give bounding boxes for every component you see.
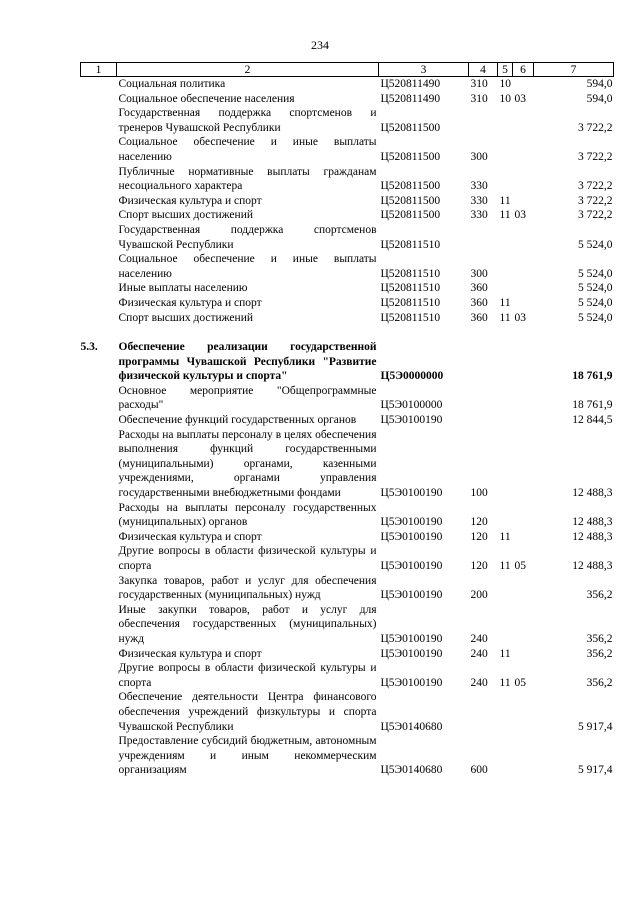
subsection-code (513, 413, 534, 428)
expense-type-code: 330 (470, 209, 488, 222)
table-row (81, 77, 614, 92)
amount-value: 5 917,4 (578, 720, 613, 733)
subsection-code: 03 (514, 92, 526, 105)
subsection-code (513, 223, 534, 252)
amount-value: 12 488,3 (572, 487, 613, 500)
table-row (81, 92, 614, 107)
section-number (81, 734, 117, 778)
table-row (81, 252, 614, 281)
subsection-code (513, 384, 534, 413)
row-name: Иные закупки товаров, работ и услуг для обеспечения государственных (муниципальных) нужд (118, 603, 377, 645)
subsection-code: 03 (514, 311, 526, 324)
section-number (81, 574, 117, 603)
section-number (81, 384, 117, 413)
expense-type-code: 360 (470, 296, 488, 309)
row-name: Государственная поддержка спортсменов Чувашской Республики (118, 223, 377, 251)
amount-value: 594,0 (586, 78, 613, 90)
section-number (81, 165, 117, 194)
row-name: Спорт высших достижений (118, 209, 254, 222)
expense-type-code: 300 (470, 150, 488, 163)
expense-type-code: 120 (470, 560, 488, 572)
amount-value: 5 524,0 (578, 311, 613, 324)
subsection-code (513, 603, 534, 647)
column-header: 6 (513, 63, 534, 77)
amount-value: 594,0 (586, 92, 613, 105)
amount-value: 5 524,0 (578, 296, 613, 309)
subsection-code (513, 106, 534, 135)
table-row (81, 296, 614, 311)
amount-value: 5 524,0 (578, 267, 613, 280)
section-number (81, 647, 117, 662)
table-row (81, 428, 614, 501)
amount-value: 356,2 (586, 632, 613, 645)
subsection-code (513, 647, 534, 662)
row-name: Публичные нормативные выплаты гражданам несоциального характера (118, 165, 377, 193)
page-number: 234 (311, 38, 329, 52)
row-name: Социальное обеспечение и иные выплаты населению (118, 253, 377, 280)
row-name: Закупка товаров, работ и услуг для обеспечения государственных (муниципальных) нужд (118, 574, 377, 602)
subsection-code (513, 340, 534, 384)
column-header: 1 (81, 63, 117, 77)
target-article-code: Ц5Э0140680 (380, 720, 443, 733)
expense-type-code: 330 (470, 180, 488, 193)
section-number (81, 281, 117, 296)
expense-type-code: 240 (470, 676, 488, 689)
section-code (498, 165, 513, 194)
section-code: 11 (499, 311, 511, 324)
expense-type-code: 300 (470, 267, 488, 280)
section-number (81, 208, 117, 223)
table-row (81, 223, 614, 252)
row-name: Государственная поддержка спортсменов и тренеров Чувашской Республики (118, 107, 377, 134)
target-article-code: Ц5Э0100190 (380, 560, 443, 572)
expense-type-code (469, 106, 498, 135)
row-name: Обеспечение деятельности Центра финансового обеспечения учреждений физкультуры и спорта Чувашской Республики (118, 691, 377, 733)
expense-type-code (469, 413, 498, 428)
expense-type-code: 200 (470, 589, 488, 602)
table-spacer (81, 325, 614, 340)
amount-value: 3 722,2 (578, 180, 613, 193)
subsection-code (513, 734, 534, 778)
row-name: Физическая культура и спорт (118, 647, 262, 660)
target-article-code: Ц5Э0100190 (380, 589, 443, 602)
subsection-code (513, 252, 534, 281)
target-article-code: Ц520811510 (380, 282, 441, 295)
section-number (81, 106, 117, 135)
section-code (498, 252, 513, 281)
target-article-code: Ц5Э0100190 (380, 530, 443, 543)
expense-type-code: 310 (470, 92, 488, 105)
expense-type-code (469, 340, 498, 384)
column-header: 5 (498, 63, 513, 77)
subsection-code: 05 (514, 560, 526, 572)
section-code (498, 501, 513, 530)
row-name: Другие вопросы в области физической культуры и спорта (118, 545, 377, 572)
target-article-code: Ц5Э0100190 (380, 676, 443, 689)
row-name: Спорт высших достижений (118, 311, 254, 324)
row-name: Предоставление субсидий бюджетным, автономным учреждениям и иным некоммерческим организациям (118, 735, 377, 777)
row-name: Социальная политика (118, 78, 226, 90)
subsection-code (513, 281, 534, 296)
section-number (81, 223, 117, 252)
table-row (81, 106, 614, 135)
table-row (81, 647, 614, 662)
column-header: 2 (117, 63, 379, 77)
subsection-code (513, 135, 534, 164)
subsection-code (513, 296, 534, 311)
section-number (81, 501, 117, 530)
target-article-code: Ц5Э0100000 (380, 399, 443, 412)
subsection-code (513, 501, 534, 530)
section-number (81, 690, 117, 734)
row-name: Обеспечение реализации государственной программы Чувашской Республики "Развитие физической культуры и спорта" (118, 341, 377, 383)
amount-value: 3 722,2 (578, 121, 613, 134)
section-code: 10 (499, 92, 511, 105)
target-article-code: Ц520811500 (380, 150, 441, 163)
target-article-code: Ц520811490 (380, 78, 441, 90)
expense-type-code: 360 (470, 282, 488, 295)
expense-type-code (469, 690, 498, 734)
row-name: Социальное обеспечение населения (118, 92, 295, 105)
section-number (81, 296, 117, 311)
section-code (498, 223, 513, 252)
column-header: 3 (379, 63, 469, 77)
section-code (498, 340, 513, 384)
column-header: 7 (534, 63, 614, 77)
amount-value: 356,2 (586, 589, 613, 602)
section-number (81, 135, 117, 164)
amount-value: 12 844,5 (572, 414, 613, 427)
amount-value: 12 488,3 (572, 560, 613, 572)
amount-value: 5 524,0 (578, 238, 613, 251)
subsection-code: 05 (514, 676, 526, 689)
table-row (81, 208, 614, 223)
target-article-code: Ц520811510 (380, 296, 441, 309)
expense-type-code: 330 (470, 194, 488, 207)
amount-value: 3 722,2 (578, 150, 613, 163)
target-article-code: Ц520811500 (380, 209, 441, 222)
subsection-code (513, 690, 534, 734)
target-article-code: Ц520811500 (380, 180, 441, 193)
section-code: 11 (499, 209, 511, 222)
amount-value: 356,2 (586, 676, 613, 689)
target-article-code: Ц5Э0100190 (380, 632, 443, 645)
section-code: 11 (499, 194, 511, 207)
target-article-code: Ц5Э0000000 (380, 370, 444, 383)
column-header: 4 (469, 63, 498, 77)
target-article-code: Ц5Э0100190 (380, 516, 443, 529)
table-body-top (81, 77, 614, 326)
expense-type-code: 240 (470, 647, 488, 660)
expense-type-code: 240 (470, 632, 488, 645)
budget-table (80, 62, 614, 778)
row-name: Расходы на выплаты персоналу в целях обеспечения выполнения функций государственными (муниципальными) органами, казенными учреждениями, органами управления государственными внебюджетными фондами (118, 428, 377, 500)
expense-type-code: 120 (470, 530, 488, 543)
section-code (498, 603, 513, 647)
table-row (81, 734, 614, 778)
table-row (81, 384, 614, 413)
target-article-code: Ц520811500 (380, 194, 441, 207)
expense-type-code: 600 (470, 764, 488, 777)
table-row (81, 165, 614, 194)
amount-value: 5 917,4 (578, 764, 613, 777)
amount-value: 3 722,2 (578, 194, 613, 207)
section-code (498, 281, 513, 296)
row-name: Физическая культура и спорт (118, 530, 262, 543)
row-name: Физическая культура и спорт (118, 194, 262, 207)
subsection-code (513, 165, 534, 194)
row-name: Расходы на выплаты персоналу государственных (муниципальных) органов (118, 501, 377, 529)
section-code (498, 413, 513, 428)
table-row (81, 340, 614, 384)
target-article-code: Ц5Э0100190 (380, 414, 443, 427)
table-row (81, 135, 614, 164)
section-code: 10 (499, 78, 511, 90)
subsection-code (513, 530, 534, 545)
table-body-bottom (81, 340, 614, 778)
subsection-code: 03 (514, 209, 526, 222)
section-code (498, 734, 513, 778)
table-row (81, 311, 614, 326)
table-row (81, 281, 614, 296)
row-name: Социальное обеспечение и иные выплаты населению (118, 136, 377, 163)
target-article-code: Ц520811510 (380, 238, 441, 251)
section-code (498, 384, 513, 413)
table-row (81, 603, 614, 647)
table-row (81, 501, 614, 530)
amount-value: 5 524,0 (578, 282, 613, 295)
table-row (81, 661, 614, 690)
subsection-code (513, 194, 534, 209)
section-number (81, 544, 117, 573)
section-number (81, 530, 117, 545)
target-article-code: Ц520811490 (380, 92, 441, 105)
amount-value: 3 722,2 (578, 209, 613, 222)
target-article-code: Ц520811510 (380, 267, 441, 280)
section-number (81, 311, 117, 326)
section-code (498, 574, 513, 603)
expense-type-code (469, 223, 498, 252)
target-article-code: Ц5Э0140680 (380, 764, 443, 777)
section-number (81, 428, 117, 501)
expense-type-code: 100 (470, 487, 488, 500)
section-number (81, 661, 117, 690)
row-name: Физическая культура и спорт (118, 296, 262, 309)
section-number: 5.3. (80, 341, 98, 354)
table-header (81, 63, 614, 77)
section-code: 11 (499, 676, 511, 689)
expense-type-code (469, 384, 498, 413)
row-name: Основное мероприятие "Общепрограммные расходы" (118, 384, 377, 412)
section-number (81, 413, 117, 428)
section-code (498, 135, 513, 164)
table-row (81, 530, 614, 545)
table-row (81, 194, 614, 209)
amount-value: 12 488,3 (572, 530, 613, 543)
table-row (81, 574, 614, 603)
row-name: Другие вопросы в области физической культуры и спорта (118, 662, 377, 689)
table-row (81, 690, 614, 734)
section-code: 11 (499, 647, 511, 660)
amount-value: 18 761,9 (572, 370, 613, 383)
table-row (81, 544, 614, 573)
table-row (81, 413, 614, 428)
row-name: Обеспечение функций государственных органов (118, 414, 357, 427)
subsection-code (513, 574, 534, 603)
target-article-code: Ц520811510 (380, 311, 441, 324)
section-code: 11 (499, 560, 511, 572)
target-article-code: Ц520811500 (380, 121, 441, 134)
expense-type-code: 310 (470, 78, 488, 90)
section-code: 11 (499, 530, 511, 543)
amount-value: 356,2 (586, 647, 613, 660)
target-article-code: Ц5Э0100190 (380, 647, 443, 660)
expense-type-code: 120 (470, 516, 488, 529)
amount-value: 12 488,3 (572, 516, 613, 529)
row-name: Иные выплаты населению (118, 282, 248, 295)
section-code (498, 106, 513, 135)
subsection-code (513, 428, 534, 501)
section-code (498, 690, 513, 734)
section-number (81, 194, 117, 209)
expense-type-code: 360 (470, 311, 488, 324)
subsection-code (513, 77, 534, 92)
amount-value: 18 761,9 (572, 399, 613, 412)
section-number (81, 252, 117, 281)
section-code (498, 428, 513, 501)
section-number (81, 603, 117, 647)
target-article-code: Ц5Э0100190 (380, 487, 443, 500)
section-number (81, 92, 117, 107)
section-code: 11 (499, 296, 511, 309)
section-number (81, 77, 117, 92)
